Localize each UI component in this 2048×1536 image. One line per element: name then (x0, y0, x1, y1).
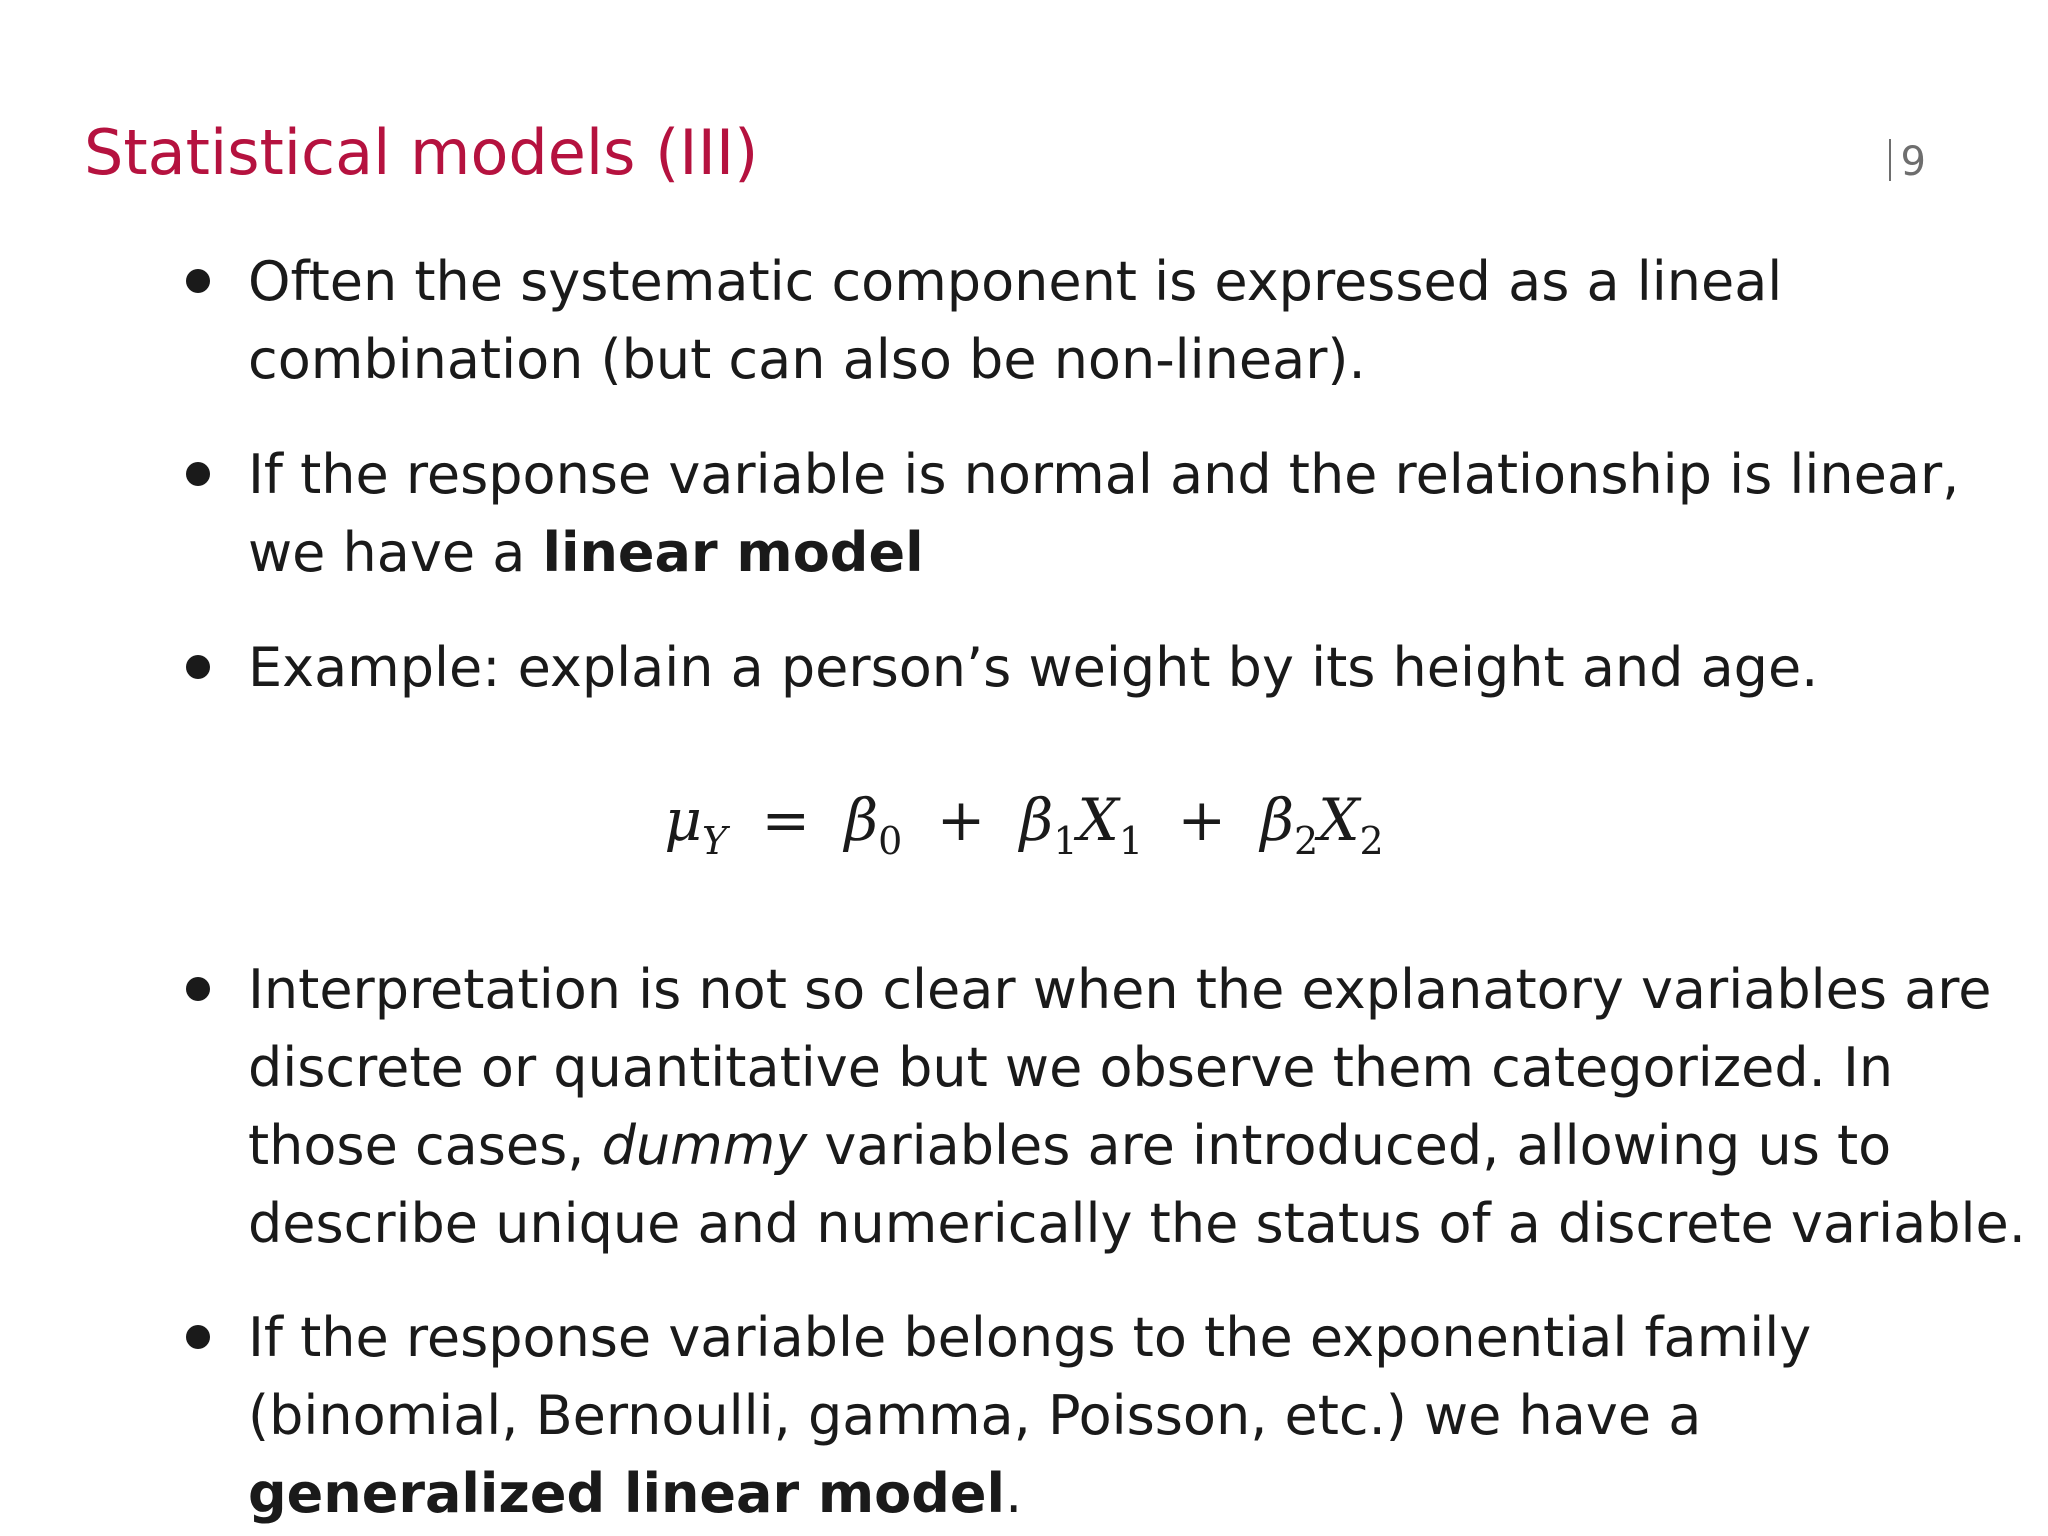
bullet-2-line-1: If the response variable is normal and the relationship is linear, (248, 443, 1960, 506)
bullet-item-4 (248, 951, 2026, 1263)
bullet-4-line-3-pre: those cases, (248, 1114, 602, 1177)
bullet-item-3 (248, 629, 1968, 707)
bullet-4-line-2: discrete or quantitative but we observe them categorized. In (248, 1036, 1894, 1099)
eq-x2: X (1318, 786, 1360, 854)
slide-title: Statistical models (III) (84, 116, 759, 189)
bullet-dot-icon (186, 462, 210, 486)
bullet-2-line-2 (248, 514, 1968, 592)
bullet-item-1 (248, 243, 1968, 399)
bullet-5-line-1: If the response variable belongs to the exponential family (248, 1306, 1812, 1369)
bullet-4-line-1: Interpretation is not so clear when the explanatory variables are (248, 958, 1992, 1021)
bullet-item-2 (248, 436, 1968, 592)
bullet-5-line-3-post: . (1005, 1462, 1023, 1525)
bullet-4-line-3 (248, 1107, 1968, 1185)
bullet-4-line-3-post: variables are introduced, allowing us to (807, 1114, 1892, 1177)
eq-x1-sub: 1 (1118, 819, 1143, 863)
eq-plus-2: + (1177, 786, 1227, 854)
bullet-item-5 (248, 1299, 1968, 1533)
eq-equals: = (761, 786, 811, 854)
bullet-dot-icon (186, 1325, 210, 1349)
term-linear-model: linear model (542, 521, 924, 584)
bullet-dot-icon (186, 977, 210, 1001)
eq-mu: μ (664, 786, 703, 854)
bullet-dot-icon (186, 269, 210, 293)
bullet-1-line-2: combination (but can also be non-linear). (248, 328, 1366, 391)
eq-x1: X (1077, 786, 1119, 854)
term-dummy: dummy (601, 1114, 808, 1177)
eq-beta0: β (844, 786, 879, 854)
bullet-dot-icon (186, 655, 210, 679)
eq-plus-1: + (936, 786, 986, 854)
term-generalized-linear-model: generalized linear model (248, 1462, 1006, 1525)
eq-beta1: β (1019, 786, 1054, 854)
eq-beta1-sub: 1 (1053, 819, 1078, 863)
eq-beta2-sub: 2 (1294, 819, 1319, 863)
bullet-1-line-1: Often the systematic component is expressed as a lineal (248, 250, 1783, 313)
bullet-3-line-1: Example: explain a person’s weight by its height and age. (248, 636, 1819, 699)
eq-mu-sub: Y (702, 819, 728, 863)
eq-beta2: β (1260, 786, 1295, 854)
linear-model-equation (0, 780, 2048, 863)
bullet-2-line-2-text: we have a (248, 521, 543, 584)
page-number-value: 9 (1900, 139, 1926, 185)
bullet-5-line-3 (248, 1455, 1968, 1533)
eq-beta0-sub: 0 (878, 819, 903, 863)
eq-x2-sub: 2 (1359, 819, 1384, 863)
bullet-5-line-2: (binomial, Bernoulli, gamma, Poisson, etc.) we have a (248, 1384, 1702, 1447)
bullet-4-line-4: describe unique and numerically the status of a discrete variable. (248, 1192, 2026, 1255)
